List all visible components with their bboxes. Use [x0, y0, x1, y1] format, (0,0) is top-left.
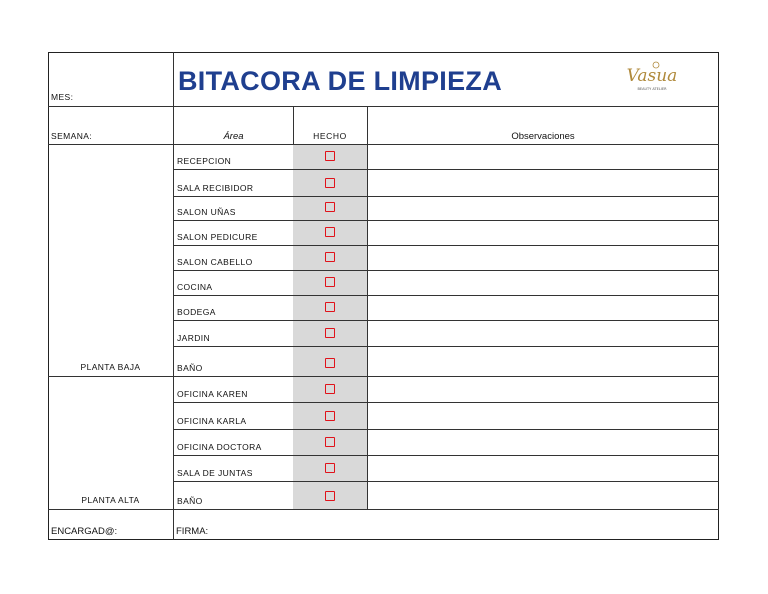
- vasua-logo: [614, 57, 690, 99]
- area-label: OFICINA KARLA: [177, 416, 247, 426]
- hecho-checkbox[interactable]: [325, 202, 335, 212]
- hecho-checkbox[interactable]: [325, 463, 335, 473]
- hecho-checkbox[interactable]: [325, 411, 335, 421]
- semana-label: SEMANA:: [51, 131, 93, 141]
- area-column-header: Área: [223, 131, 244, 142]
- logo-text: Vasua: [626, 66, 678, 86]
- logo-subtext: BEAUTY ATELIER: [637, 87, 667, 91]
- hecho-checkbox[interactable]: [325, 328, 335, 338]
- observaciones-cell[interactable]: [368, 145, 718, 169]
- hecho-checkbox[interactable]: [325, 277, 335, 287]
- hecho-checkbox[interactable]: [325, 151, 335, 161]
- area-label: OFICINA KAREN: [177, 389, 248, 399]
- hecho-checkbox[interactable]: [325, 252, 335, 262]
- observaciones-cell[interactable]: [368, 246, 718, 270]
- hecho-checkbox[interactable]: [325, 491, 335, 501]
- section-label-planta-alta: PLANTA ALTA: [81, 495, 140, 505]
- divider: [48, 509, 719, 510]
- hecho-checkbox[interactable]: [325, 302, 335, 312]
- divider: [173, 52, 174, 540]
- hecho-column-header: HECHO: [313, 131, 347, 141]
- observaciones-cell[interactable]: [368, 403, 718, 429]
- encargado-label: ENCARGAD@:: [51, 526, 118, 537]
- area-label: RECEPCION: [177, 156, 232, 166]
- area-label: BAÑO: [177, 363, 203, 373]
- observaciones-cell[interactable]: [368, 430, 718, 455]
- observaciones-cell[interactable]: [368, 221, 718, 245]
- observaciones-cell[interactable]: [368, 296, 718, 320]
- page-title: BITACORA DE LIMPIEZA: [178, 66, 502, 96]
- mes-label: MES:: [51, 92, 74, 102]
- area-label: BAÑO: [177, 496, 203, 506]
- observaciones-cell[interactable]: [368, 197, 718, 220]
- observaciones-column-header: Observaciones: [511, 131, 575, 142]
- observaciones-cell[interactable]: [368, 482, 718, 509]
- hecho-checkbox[interactable]: [325, 227, 335, 237]
- hecho-checkbox[interactable]: [325, 384, 335, 394]
- hecho-checkbox[interactable]: [325, 358, 335, 368]
- divider: [48, 106, 719, 107]
- observaciones-cell[interactable]: [368, 321, 718, 346]
- observaciones-cell[interactable]: [368, 377, 718, 402]
- area-label: SALA RECIBIDOR: [177, 183, 254, 193]
- hecho-checkbox[interactable]: [325, 437, 335, 447]
- observaciones-cell[interactable]: [368, 271, 718, 295]
- area-label: OFICINA DOCTORA: [177, 442, 262, 452]
- area-label: SALA DE JUNTAS: [177, 468, 253, 478]
- hecho-checkbox[interactable]: [325, 178, 335, 188]
- area-label: JARDIN: [177, 333, 211, 343]
- observaciones-cell[interactable]: [368, 170, 718, 196]
- area-label: SALON UÑAS: [177, 207, 236, 217]
- observaciones-cell[interactable]: [368, 456, 718, 481]
- section-label-planta-baja: PLANTA BAJA: [80, 362, 141, 372]
- area-label: BODEGA: [177, 307, 216, 317]
- observaciones-cell[interactable]: [368, 347, 718, 376]
- firma-label: FIRMA:: [176, 526, 209, 537]
- area-label: COCINA: [177, 282, 213, 292]
- area-label: SALON CABELLO: [177, 257, 253, 267]
- area-label: SALON PEDICURE: [177, 232, 258, 242]
